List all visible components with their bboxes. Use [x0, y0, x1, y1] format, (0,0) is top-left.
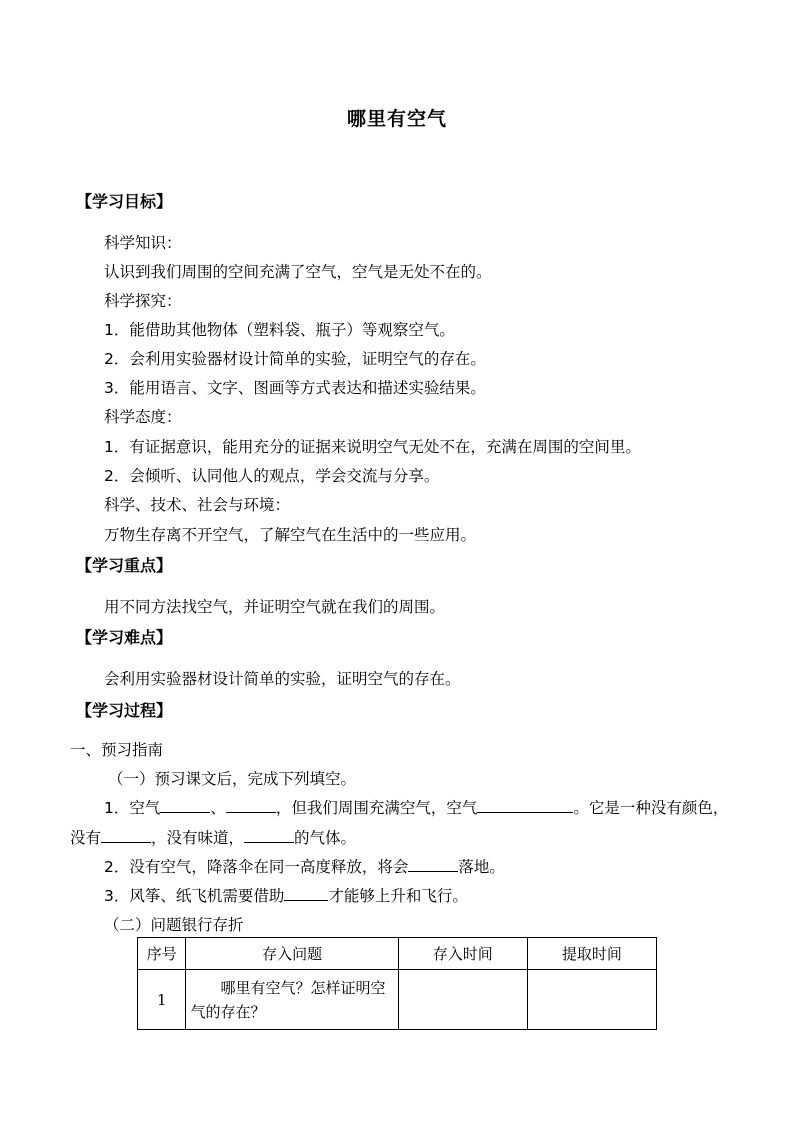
objective-line: 科学、技术、社会与环境：	[104, 496, 291, 514]
objective-line: 3．能用语言、文字、图画等方式表达和描述实验结果。	[104, 379, 486, 397]
part-question-bank: （二）问题银行存折	[104, 916, 244, 934]
question-2: 2．没有空气，降落伞在同一高度释放，将会 落地。	[104, 858, 505, 876]
table-row	[138, 970, 657, 1030]
fill-blank[interactable]	[101, 827, 151, 843]
question-1-line-1: 1．空气 、 ，但我们周围充满空气，空气 。它是一种没有颜色，	[104, 799, 729, 817]
question-1-line-2: 没有 ，没有味道， 的气体。	[70, 829, 357, 847]
column-header: 存入时间	[398, 938, 527, 970]
key-point-heading: 【学习重点】	[76, 556, 173, 575]
column-header: 序号	[138, 938, 186, 970]
key-point-text: 用不同方法找空气，并证明空气就在我们的周围。	[104, 598, 446, 616]
fill-blank[interactable]	[284, 885, 328, 901]
column-header: 提取时间	[527, 938, 656, 970]
difficulty-heading: 【学习难点】	[76, 628, 173, 647]
objective-line: 万物生存离不开空气，了解空气在生活中的一些应用。	[104, 526, 477, 544]
row-question: 哪里有空气？怎样证明空气的存在？	[186, 970, 398, 1030]
question-bank-table	[137, 937, 657, 1030]
row-deposit-time[interactable]	[398, 970, 527, 1030]
fill-blank[interactable]	[244, 827, 294, 843]
objectives-heading: 【学习目标】	[76, 192, 173, 211]
process-heading: 【学习过程】	[76, 701, 173, 720]
page-title: 哪里有空气	[346, 108, 447, 130]
section-preview-guide: 一、预习指南	[70, 741, 164, 759]
difficulty-text: 会利用实验器材设计简单的实验，证明空气的存在。	[104, 670, 461, 688]
fill-blank[interactable]	[226, 797, 276, 813]
objective-line: 2．会倾听、认同他人的观点，学会交流与分享。	[104, 467, 440, 485]
row-withdraw-time[interactable]	[527, 970, 656, 1030]
part-fill-in: （一）预习课文后，完成下列填空。	[108, 770, 357, 788]
objective-line: 科学态度：	[104, 408, 182, 426]
objective-line: 科学探究：	[104, 292, 182, 310]
objective-line: 1．有证据意识，能用充分的证据来说明空气无处不在，充满在周围的空间里。	[104, 438, 641, 456]
fill-blank[interactable]	[160, 797, 210, 813]
row-number: 1	[138, 970, 186, 1030]
fill-blank[interactable]	[477, 797, 573, 813]
objective-line: 2．会利用实验器材设计简单的实验，证明空气的存在。	[104, 350, 486, 368]
table-header-row	[138, 938, 657, 970]
question-3: 3．风筝、纸飞机需要借助 才能够上升和飞行。	[104, 887, 468, 905]
objective-line: 科学知识：	[104, 234, 182, 252]
objective-line: 认识到我们周围的空间充满了空气，空气是无处不在的。	[104, 263, 492, 281]
fill-blank[interactable]	[408, 856, 458, 872]
column-header: 存入问题	[186, 938, 398, 970]
objective-line: 1．能借助其他物体（塑料袋、瓶子）等观察空气。	[104, 321, 455, 339]
